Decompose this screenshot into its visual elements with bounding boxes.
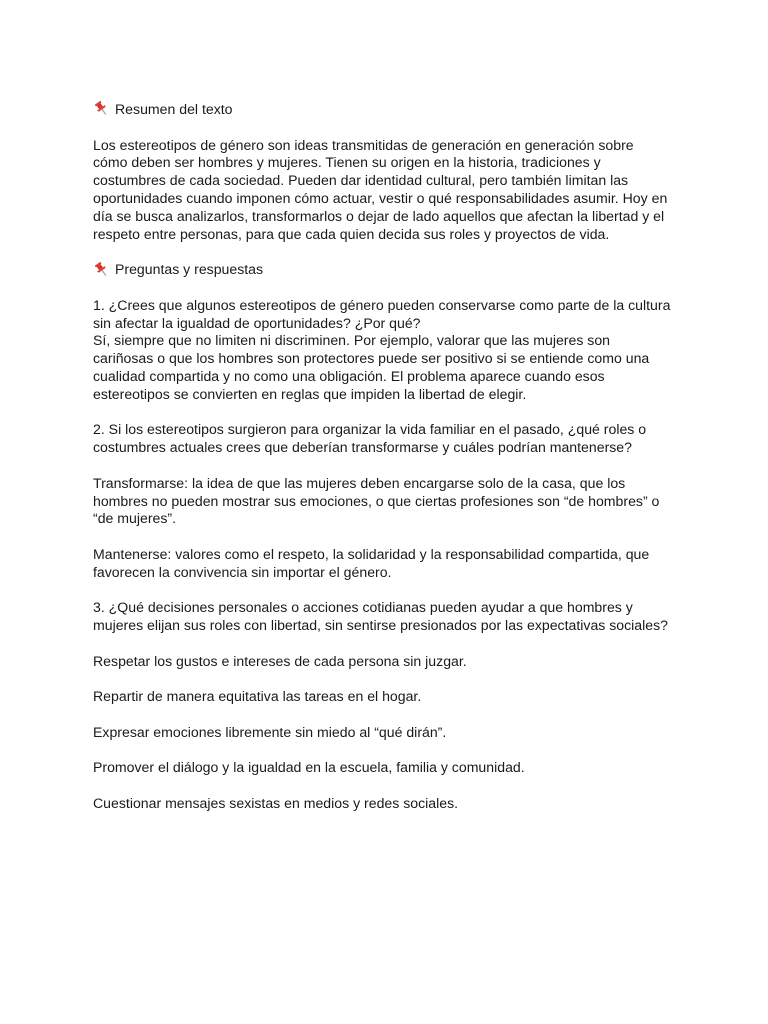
summary-line: cómo deben ser hombres y mujeres. Tienen su origen en la historia, tradiciones y xyxy=(93,154,601,171)
answer-2-keep-line: favorecen la convivencia sin importar el género. xyxy=(93,563,392,580)
pushpin-icon xyxy=(93,262,110,279)
answer-1-line: cualidad compartida y no como una obligación. El problema aparece cuando esos xyxy=(93,367,605,384)
summary-line: oportunidades cuando imponen cómo actuar, vestir o qué responsabilidades asumir. Hoy en xyxy=(93,189,668,206)
summary-paragraph xyxy=(93,137,688,244)
summary-line: costumbres de cada sociedad. Pueden dar identidad cultural, pero también limitan las xyxy=(93,172,629,189)
answer-2-keep-line: Mantenerse: valores como el respeto, la solidaridad y la responsabilidad compartida, que xyxy=(93,545,650,562)
answer-2-transform-line: “de mujeres”. xyxy=(93,510,177,527)
answer-2-transform xyxy=(93,475,688,528)
summary-heading-text: Resumen del texto xyxy=(115,101,233,117)
answer-3-item: Cuestionar mensajes sexistas en medios y redes sociales. xyxy=(93,795,459,812)
question-1-block xyxy=(93,297,688,404)
summary-line: respeto entre personas, para que cada quien decida sus roles y proyectos de vida. xyxy=(93,225,610,242)
answer-3-item: Repartir de manera equitativa las tareas en el hogar. xyxy=(93,688,422,705)
question-2-line: costumbres actuales crees que deberían transformarse y cuáles podrían mantenerse? xyxy=(93,439,632,456)
question-3-line: mujeres elijan sus roles con libertad, sin sentirse presionados por las expectativas sociales? xyxy=(93,617,669,634)
question-2-line: 2. Si los estereotipos surgieron para organizar la vida familiar en el pasado, ¿qué roles o xyxy=(93,421,647,438)
question-1-line: 1. ¿Crees que algunos estereotipos de género pueden conservarse como parte de la cultura xyxy=(93,296,671,313)
answer-3-item: Respetar los gustos e intereses de cada persona sin juzgar. xyxy=(93,652,467,669)
summary-line: día se busca analizarlos, transformarlos o dejar de lado aquellos que afectan la libertad y el xyxy=(93,207,665,224)
question-3 xyxy=(93,599,688,635)
answer-2-transform-line: hombres no pueden mostrar sus emociones, o que ciertas profesiones son “de hombres” o xyxy=(93,492,660,509)
answer-1-line: Sí, siempre que no limiten ni discriminen. Por ejemplo, valorar que las mujeres son xyxy=(93,332,611,349)
question-1-line: sin afectar la igualdad de oportunidades? ¿Por qué? xyxy=(93,314,421,331)
answer-3-item: Promover el diálogo y la igualdad en la escuela, familia y comunidad. xyxy=(93,759,525,776)
document-page xyxy=(93,101,688,831)
pushpin-icon xyxy=(93,101,110,118)
answer-2-keep xyxy=(93,546,688,582)
qa-heading xyxy=(93,261,688,279)
summary-heading xyxy=(93,101,688,119)
question-3-line: 3. ¿Qué decisiones personales o acciones cotidianas pueden ayudar a que hombres y xyxy=(93,599,633,616)
qa-heading-text: Preguntas y respuestas xyxy=(115,261,264,278)
answer-2-transform-line: Transformarse: la idea de que las mujeres deben encargarse solo de la casa, que los xyxy=(93,474,626,491)
answer-1-line: estereotipos se convierten en reglas que impiden la libertad de elegir. xyxy=(93,385,527,402)
answer-3-item: Expresar emociones libremente sin miedo al “qué dirán”. xyxy=(93,723,447,740)
question-2 xyxy=(93,421,688,457)
answer-1-line: cariñosas o que los hombres son protectores puede ser positivo si se entiende como una xyxy=(93,350,650,367)
summary-line: Los estereotipos de género son ideas transmitidas de generación en generación sobre xyxy=(93,136,634,153)
